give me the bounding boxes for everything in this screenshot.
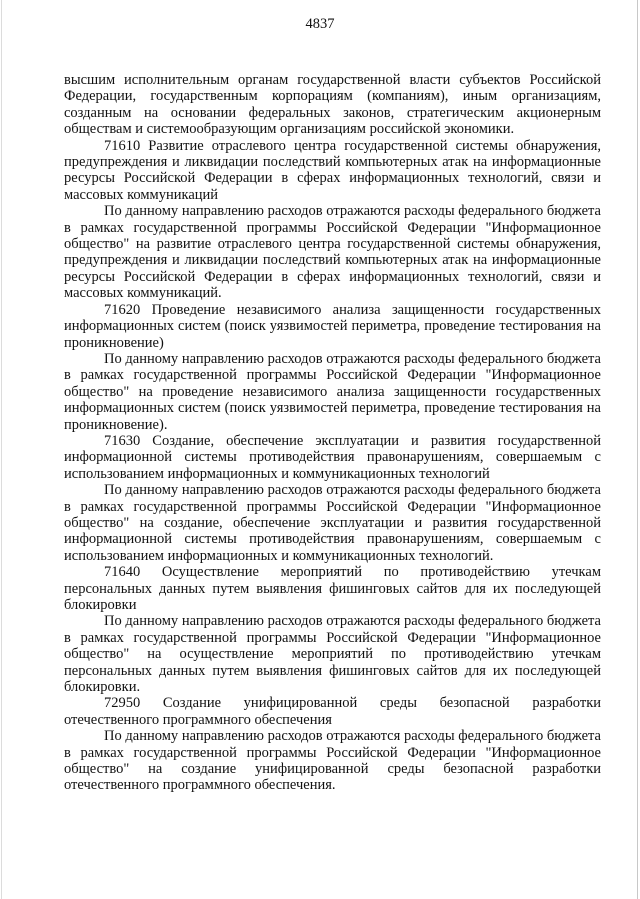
page-number: 4837 xyxy=(305,16,335,32)
paragraph-body-71620: По данному направлению расходов отражаются расходы федерального бюджета в рамках государственной программы Российской Федерации "Информационное общество" на проведение независимого анализа защищенности государственных информационных систем (поиск уязвимостей периметра, проведение тестирования на проникновение). xyxy=(64,350,601,433)
paragraph-heading-71630: 71630 Создание, обеспечение эксплуатации и развития государственной информационной системы противодействия правонарушениям, совершаемым с использованием информационных и коммуникационных технологий xyxy=(64,432,601,482)
paragraph-heading-72950: 72950 Создание унифицированной среды безопасной разработки отечественного программного обеспечения xyxy=(64,695,601,728)
paragraph-continuation: высшим исполнительным органам государственной власти субъектов Российской Федерации, государственным корпорациям (компаниям), иным организациям, созданным на основании федеральных законов, стратегическим акционерным обществам и системообразующим организациям российской экономики. xyxy=(64,72,601,138)
paragraph-body-71630: По данному направлению расходов отражаются расходы федерального бюджета в рамках государственной программы Российской Федерации "Информационное общество" на создание, обеспечение эксплуатации и развития государственной информационной системы противодействия правонарушениям, совершаемым с использованием информационных и коммуникационных технологий. xyxy=(64,482,601,564)
paragraph-heading-71640: 71640 Осуществление мероприятий по противодействию утечкам персональных данных путем выявления фишинговых сайтов для их последующей блокировки xyxy=(64,564,601,613)
paragraph-body-71640: По данному направлению расходов отражаются расходы федерального бюджета в рамках государственной программы Российской Федерации "Информационное общество" на осуществление мероприятий по противодействию утечкам персональных данных путем выявления фишинговых сайтов для их последующей блокировки. xyxy=(64,613,601,696)
paragraph-heading-71610: 71610 Развитие отраслевого центра государственной системы обнаружения, предупреждения и ликвидации последствий компьютерных атак на информационные ресурсы Российской Федерации в сферах информационных технологий, связи и массовых коммуникаций xyxy=(64,137,601,203)
scan-edge-left xyxy=(1,0,2,899)
paragraph-body-71610: По данному направлению расходов отражаются расходы федерального бюджета в рамках государственной программы Российской Федерации "Информационное общество" на развитие отраслевого центра государственной системы обнаружения, предупреждения и ликвидации последствий компьютерных атак на информационные ресурсы Российской Федерации в сферах информационных технологий, связи и массовых коммуникаций. xyxy=(64,203,601,302)
paragraph-heading-71620: 71620 Проведение независимого анализа защищенности государственных информационных систем (поиск уязвимостей периметра, проведение тестирования на проникновение) xyxy=(64,301,601,351)
document-body xyxy=(64,72,601,794)
paragraph-body-72950: По данному направлению расходов отражаются расходы федерального бюджета в рамках государственной программы Российской Федерации "Информационное общество" на создание унифицированной среды безопасной разработки отечественного программного обеспечения. xyxy=(64,728,601,794)
scan-edge-right xyxy=(637,0,638,899)
